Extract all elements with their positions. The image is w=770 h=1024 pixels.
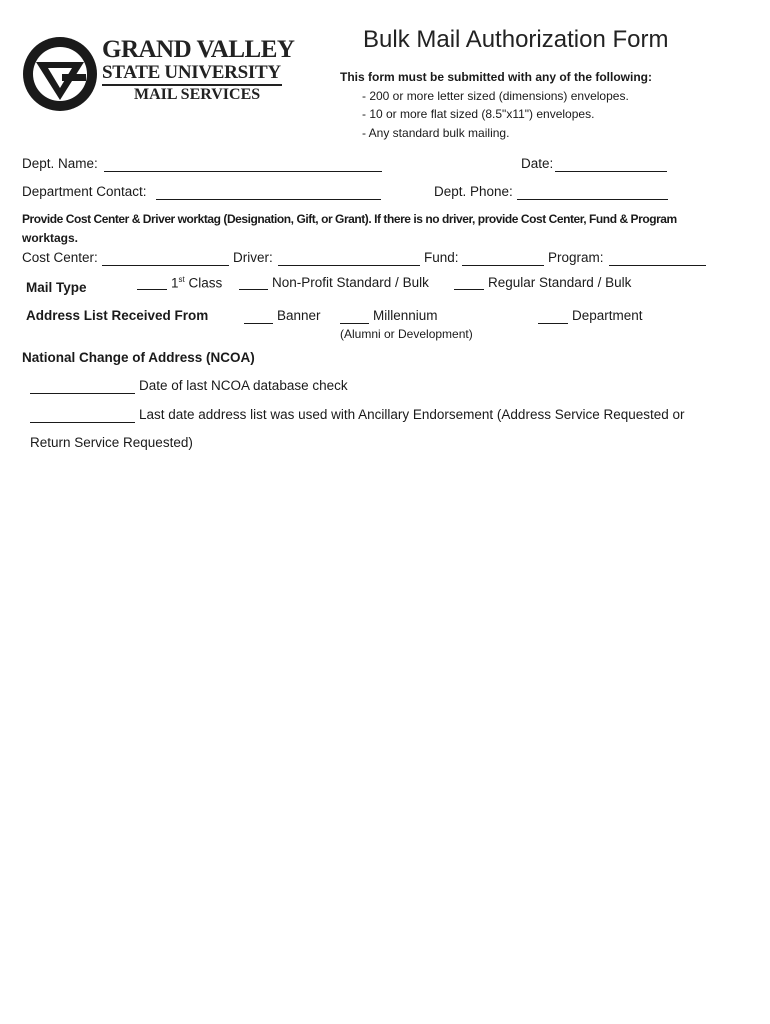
ancillary-label: Last date address list was used with Ancillary Endorsement (Address Service Requested or [139, 407, 685, 422]
first-class-label-number: 1 [171, 275, 179, 291]
cost-center-label: Cost Center: [22, 250, 98, 265]
intro-bullet: - Any standard bulk mailing. [362, 126, 510, 140]
millennium-checkbox[interactable] [340, 323, 369, 324]
cost-center-field[interactable] [102, 265, 229, 266]
intro-bullet: - 10 or more flat sized (8.5"x11") envelopes. [362, 107, 595, 121]
intro-heading: This form must be submitted with any of the following: [340, 70, 652, 84]
fund-field[interactable] [462, 265, 544, 266]
first-class-label [171, 275, 222, 291]
dept-phone-label: Dept. Phone: [434, 184, 513, 199]
program-field[interactable] [609, 265, 706, 266]
address-list-label: Address List Received From [26, 308, 209, 323]
ncoa-heading: National Change of Address (NCOA) [22, 350, 255, 365]
department-label: Department [572, 308, 643, 323]
first-class-label-sup: st [178, 275, 185, 284]
ancillary-date-field[interactable] [30, 422, 135, 423]
gvsu-logo [22, 34, 295, 114]
ancillary-label-cont: Return Service Requested) [30, 435, 193, 450]
millennium-label: Millennium [373, 308, 438, 323]
regular-label: Regular Standard / Bulk [488, 275, 632, 290]
mail-type-label: Mail Type [26, 280, 87, 295]
dept-contact-label: Department Contact: [22, 184, 147, 199]
dept-contact-field[interactable] [156, 199, 381, 200]
millennium-note: (Alumni or Development) [340, 327, 473, 341]
intro-bullet: - 200 or more letter sized (dimensions) envelopes. [362, 89, 629, 103]
gvsu-g-emblem-icon [22, 36, 98, 112]
worktag-note: Provide Cost Center & Driver worktag (Designation, Gift, or Grant). If there is no driver, provide Cost Center, Fund & Program [22, 212, 677, 226]
form-title: Bulk Mail Authorization Form [363, 26, 669, 53]
driver-label: Driver: [233, 250, 273, 265]
department-checkbox[interactable] [538, 323, 568, 324]
logo-line-1: GRAND VALLEY [102, 36, 295, 63]
date-label: Date: [521, 156, 554, 171]
driver-field[interactable] [278, 265, 420, 266]
ncoa-date-field[interactable] [30, 393, 135, 394]
banner-checkbox[interactable] [244, 323, 273, 324]
logo-line-3: MAIL SERVICES [134, 86, 261, 103]
date-field[interactable] [555, 171, 667, 172]
first-class-label-text: Class [184, 275, 223, 291]
non-profit-label: Non-Profit Standard / Bulk [272, 275, 429, 290]
program-label: Program: [548, 250, 604, 265]
ncoa-date-label: Date of last NCOA database check [139, 378, 348, 393]
dept-name-label: Dept. Name: [22, 156, 98, 171]
regular-checkbox[interactable] [454, 289, 484, 290]
fund-label: Fund: [424, 250, 459, 265]
dept-phone-field[interactable] [517, 199, 668, 200]
first-class-checkbox[interactable] [137, 289, 167, 290]
banner-label: Banner [277, 308, 321, 323]
logo-line-2: STATE UNIVERSITY [102, 62, 281, 83]
worktag-note-cont: worktags. [22, 231, 79, 245]
non-profit-checkbox[interactable] [239, 289, 268, 290]
dept-name-field[interactable] [104, 171, 382, 172]
